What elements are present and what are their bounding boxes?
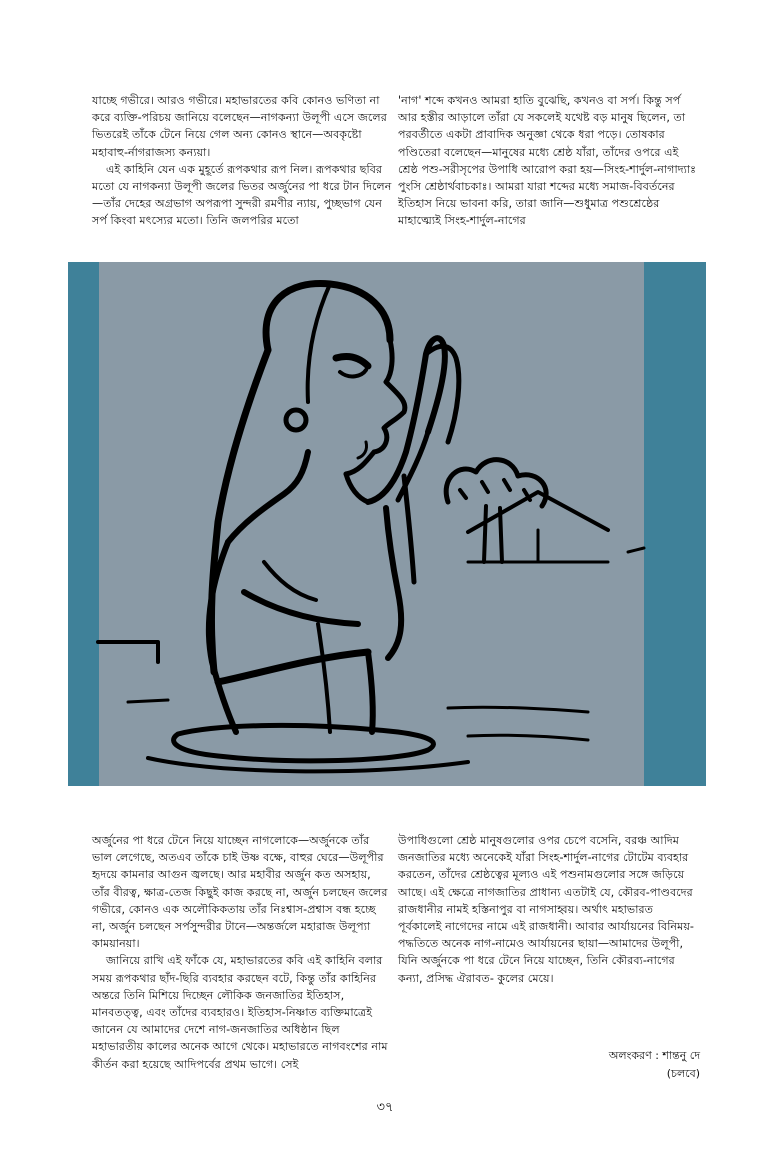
continued-note: (চলবে)	[666, 1067, 700, 1080]
right-blue-band	[644, 262, 706, 786]
illustration	[68, 262, 706, 786]
illustration-drawing	[68, 262, 706, 786]
illustration-credit	[560, 1047, 700, 1083]
text-column-bottom-left	[92, 832, 392, 1073]
paragraph: জানিয়ে রাখি এই ফাঁকে যে, মহাভারতের কবি এই কাহিনি বলার সময় রূপকথার ছাঁদ-ছিরি ব্যবহার করছেন বটে, কিন্তু তাঁর কাহিনির অন্তরে তিনি মিশিয়ে দিচ্ছেন লৌকিক জনজাতির ইতিহাস, মানবতত্ত্ব, এবং তাঁদের ব্যবহারও। ইতিহাস-নিষ্ণাত ব্যক্তিমাত্রেই জানেন যে আমাদের দেশে নাগ-জনজাতির অধিষ্ঠান ছিল মহাভারতীয় কালের অনেক আগে থেকে। মহাভারতে নাগবংশের নাম কীর্তন করা হয়েছে আদিপর্বের প্রথম ভাগে। সেই	[92, 954, 388, 1071]
paragraph: অর্জুনের পা ধরে টেনে নিয়ে যাচ্ছেন নাগলোকে—অর্জুনকে তাঁর ভাল লেগেছে, অতএব তাঁকে চাই উষ্ণ বক্ষে, বাহুর ঘেরে—উলূপীর হৃদয়ে কামনার আগুন জ্বলছে। আর মহাবীর অর্জুন কত অসহায়, তাঁর বীরত্ব, ক্ষাত্র-তেজ কিছুই কাজ করছে না, অর্জুন চলছেন জলের গভীরে, কোনও এক অলৌকিকতায় তাঁর নিঃশ্বাস-প্রশ্বাস বন্ধ হচ্ছে না, অর্জুন চলছেন সর্পসুন্দরীর টানে—অন্তর্জলে মহারাজ উলূপ্যা কাময়ানয়া।	[92, 834, 388, 951]
paragraph: যাচ্ছে গভীরে। আরও গভীরে। মহাভারতের কবি কোনও ভণিতা না করে ব্যক্তি-পরিচয় জানিয়ে বলেছেন—নাগকন্যা উলূপী এসে জলের ভিতরেই তাঁকে টেনে নিয়ে গেল অন্য কোনও স্থানে—অবকৃষ্টো মহাবাহু-র্নাগরাজস্য কন্যয়া।	[92, 94, 387, 159]
left-blue-band	[68, 262, 99, 786]
text-column-top-right	[398, 92, 698, 230]
illustrator-credit: অলংকরণ : শান্তনু দে	[608, 1049, 700, 1062]
paragraph: এই কাহিনি যেন এক মুহূর্তে রূপকথার রূপ নিল। রূপকথার ছবির মতো যে নাগকন্যা উলূপী জলের ভিতর অর্জুনের পা ধরে টান দিলেন—তাঁর দেহের অগ্রভাগ অপরূপা সুন্দরী রমণীর ন্যায়, পুচ্ছভাগ যেন সর্প কিংবা মৎস্যের মতো। তিনি জলপরির মতো	[92, 162, 392, 228]
paragraph: 'নাগ' শব্দে কখনও আমরা হাতি বুঝেছি, কখনও বা সর্প। কিন্তু সর্প আর হস্তীর আড়ালে তাঁরা যে সকলেই যথেষ্ট বড় মানুষ ছিলেন, তা পরবর্তীতে একটা প্রাবাদিক অনুজ্ঞা থেকে ধরা পড়ে। তোষকার পণ্ডিতেরা বলেছেন—মানুষের মধ্যে শ্রেষ্ঠ যাঁরা, তাঁদের ওপরে এই শ্রেষ্ঠ পশু-সরীসৃপের উপাধি আরোপ করা হয়—সিংহ-শার্দুল-নাগাদ্যাঃ পুংসি শ্রেষ্ঠার্থবাচকাঃ। আমরা যারা শব্দের মধ্যে সমাজ-বিবর্তনের ইতিহাস নিয়ে ভাবনা করি, তারা জানি—শুধুমাত্র পশুশ্রেষ্ঠের মাহাত্ম্যেই সিংহ-শার্দুল-নাগের	[398, 94, 697, 228]
text-column-bottom-right	[398, 832, 698, 987]
text-column-top-left	[92, 92, 392, 230]
paragraph: উপাধিগুলো শ্রেষ্ঠ মানুষগুলোর ওপর চেপে বসেনি, বরঞ্চ আদিম জনজাতির মধ্যে অনেকেই যাঁরা সিংহ-শার্দুল-নাগের টোটেম ব্যবহার করতেন, তাঁদের শ্রেষ্ঠত্বের মূল্যও এই পশুনামগুলোর সঙ্গে জড়িয়ে আছে। এই ক্ষেত্রে নাগজাতির প্রাধান্য এতটাই যে, কৌরব-পাণ্ডবদের রাজধানীর নামই হস্তিনাপুর বা নাগসাহ্বয়। অর্থাৎ মহাভারত পূর্বকালেই নাগেদের নামে এই রাজধানী। আবার আর্যায়নের বিনিময়-পদ্ধতিতে অনেক নাগ-নামেও আর্যায়নের ছায়া—আমাদের উলূপী, যিনি অর্জুনকে পা ধরে টেনে নিয়ে যাচ্ছেন, তিনি কৌরব্য-নাগের কন্যা, প্রসিদ্ধ ঐরাবত- কুলের মেয়ে।	[398, 834, 694, 985]
page-number: ৩৭	[376, 1100, 394, 1115]
